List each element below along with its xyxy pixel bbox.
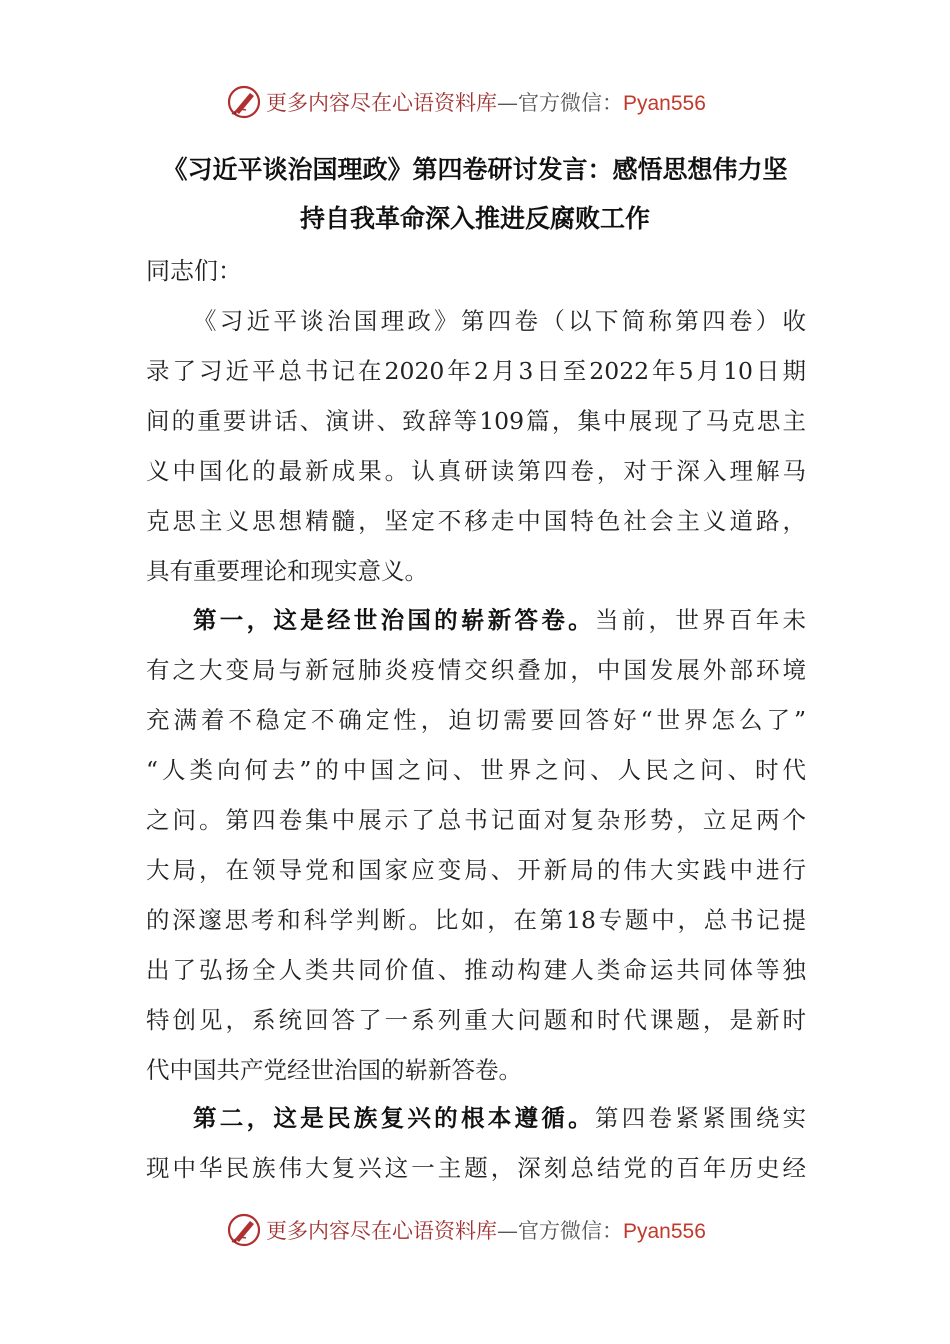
banner-wechat-id: Pyan556 <box>623 1220 706 1243</box>
paragraph-line: 特创见，系统回答了一系列重大问题和时代课题，是新时 <box>146 1006 806 1034</box>
banner-dash: — <box>497 1219 518 1243</box>
banner-text: 更多内容尽在心语资料库 <box>266 1219 497 1243</box>
banner-dash: — <box>497 91 518 115</box>
paragraph-line: 录了习近平总书记在2020年2月3日至2022年5月10日期 <box>146 357 806 385</box>
watermark-banner-top <box>0 82 950 122</box>
paragraph-line: 克思主义思想精髓，坚定不移走中国特色社会主义道路， <box>146 507 806 535</box>
paragraph-line: 具有重要理论和现实意义。 <box>146 557 428 585</box>
paragraph-line <box>146 595 806 645</box>
banner-label: 官方微信： <box>518 91 623 115</box>
paragraph-1 <box>146 296 806 596</box>
paragraph-2-lead: 第一，这是经世治国的崭新答卷。 <box>193 606 595 634</box>
banner-label: 官方微信： <box>518 1219 623 1243</box>
paragraph-line-rest: 当前，世界百年未 <box>594 606 806 634</box>
paragraph-3 <box>146 1093 806 1193</box>
paragraph-2 <box>146 595 806 1095</box>
doc-title-line-2: 持自我革命深入推进反腐败工作 <box>299 204 650 233</box>
paragraph-line: 的深邃思考和科学判断。比如，在第18专题中，总书记提 <box>146 906 806 934</box>
paragraph-line <box>146 1093 806 1143</box>
paragraph-line: 代中国共产党经世治国的崭新答卷。 <box>146 1056 522 1084</box>
paragraph-line: 《习近平谈治国理政》第四卷（以下简称第四卷）收 <box>193 307 806 335</box>
paragraph-line: 出了弘扬全人类共同价值、推动构建人类命运共同体等独 <box>146 956 806 984</box>
banner-text: 更多内容尽在心语资料库 <box>266 91 497 115</box>
paragraph-line: “人类向何去”的中国之问、世界之问、人民之问、时代 <box>146 756 806 784</box>
watermark-banner-bottom <box>0 1210 950 1250</box>
paragraph-line: 有之大变局与新冠肺炎疫情交织叠加，中国发展外部环境 <box>146 656 806 684</box>
paragraph-line: 现中华民族伟大复兴这一主题，深刻总结党的百年历史经 <box>146 1154 806 1182</box>
paragraph-line: 间的重要讲话、演讲、致辞等109篇，集中展现了马克思主 <box>146 407 806 435</box>
paragraph-line: 充满着不稳定不确定性，迫切需要回答好“世界怎么了” <box>146 706 806 734</box>
pen-logo-icon <box>226 1212 262 1248</box>
paragraph-line: 之问。第四卷集中展示了总书记面对复杂形势，立足两个 <box>146 806 806 834</box>
pen-logo-icon <box>226 84 262 120</box>
paragraph-line: 大局，在领导党和国家应变局、开新局的伟大实践中进行 <box>146 856 806 884</box>
greeting: 同志们： <box>146 257 242 285</box>
paragraph-3-lead: 第二，这是民族复兴的根本遵循。 <box>193 1104 595 1132</box>
paragraph-line: 义中国化的最新成果。认真研读第四卷，对于深入理解马 <box>146 457 806 485</box>
banner-wechat-id: Pyan556 <box>623 92 706 115</box>
paragraph-line-rest: 第四卷紧紧围绕实 <box>594 1104 806 1132</box>
doc-title-line-1: 《习近平谈治国理政》第四卷研讨发言：感悟思想伟力坚 <box>162 155 788 184</box>
